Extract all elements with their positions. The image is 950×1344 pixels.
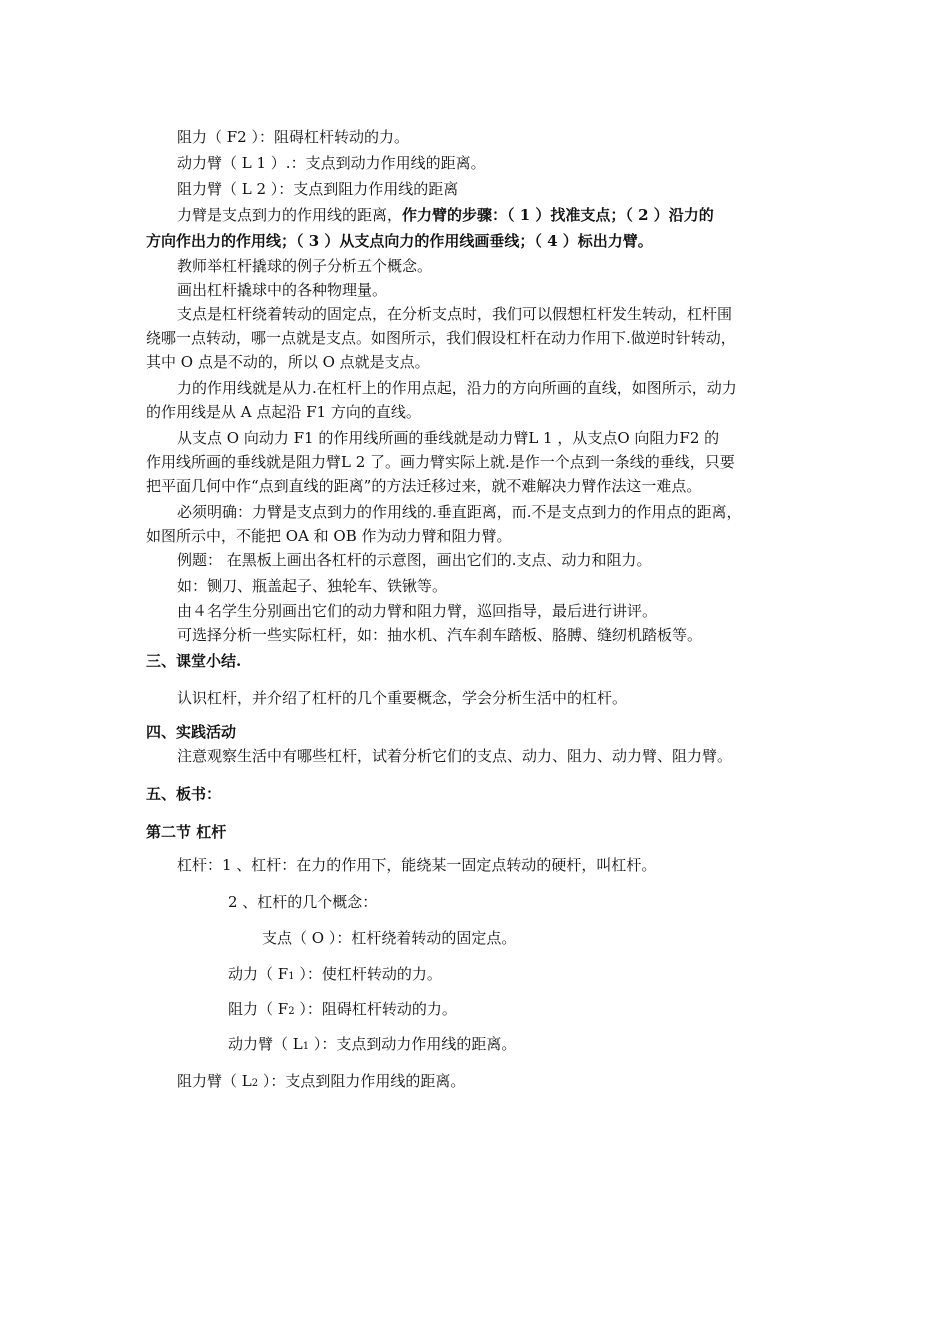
text-span: 阻力（ F xyxy=(228,1000,289,1018)
text-line xyxy=(228,1034,516,1057)
text-line: 注意观察生活中有哪些杠杆，试着分析它们的支点、动力、阻力、动力臂、阻力臂。 xyxy=(177,747,733,765)
text-line xyxy=(177,205,714,225)
text-line: 杠杆：1 、杠杆：在力的作用下，能绕某一固定点转动的硬杆，叫杠杆。 xyxy=(177,856,657,874)
text-line: 2 、杠杆的几个概念： xyxy=(228,893,378,911)
text-line: 认识杠杆，并介绍了杠杆的几个重要概念，学会分析生活中的杠杆。 xyxy=(177,689,628,707)
text-line: 如：铡刀、瓶盖起子、独轮车、铁锹等。 xyxy=(177,577,448,595)
text-span: 阻力臂（ L xyxy=(177,1072,252,1090)
subscript: 2 xyxy=(288,1006,295,1017)
text-line xyxy=(228,999,457,1022)
bold-text-span: 作力臂的步骤：（ 1 ）找准支点；（ 2 ）沿力的 xyxy=(402,206,714,224)
section-heading: 三、课堂小结. xyxy=(146,652,242,670)
bold-text-line: 方向作出力的作用线；（ 3 ）从支点向力的作用线画垂线；（ 4 ）标出力臂。 xyxy=(146,232,653,250)
text-line: 从支点 O 向动力 F1 的作用线所画的垂线就是动力臂L 1 ，从支点O 向阻力F2 的 xyxy=(177,429,720,447)
text-line: 教师举杠杆撬球的例子分析五个概念。 xyxy=(177,257,433,275)
board-title: 第二节 杠杆 xyxy=(146,823,227,841)
subscript: 1 xyxy=(302,1041,310,1052)
text-line: 把平面几何中作“点到直线的距离”的方法迁移过来，就不难解决力臂作法这一难点。 xyxy=(146,477,702,495)
text-line xyxy=(228,964,442,987)
text-line: 可选择分析一些实际杠杆，如：抽水机、汽车刹车踏板、胳膊、缝纫机踏板等。 xyxy=(177,626,703,644)
text-span: 力臂是支点到力的作用线的距离， xyxy=(177,206,403,224)
text-line xyxy=(177,1071,465,1094)
section-heading: 四、实践活动 xyxy=(146,723,237,741)
text-line: 必须明确：力臂是支点到力的作用线的.垂直距离，而.不是支点到力的作用点的距离， xyxy=(177,503,742,521)
text-span: ）：阻碍杠杆转动的力。 xyxy=(294,1000,457,1018)
text-span: ）：支点到动力作用线的距离。 xyxy=(309,1035,517,1053)
text-span: 动力臂（ L xyxy=(228,1035,303,1053)
text-span: ）：支点到阻力作用线的距离。 xyxy=(258,1072,466,1090)
text-line: 阻力臂（ L 2 ）：支点到阻力作用线的距离 xyxy=(177,180,459,198)
text-line: 作用线所画的垂线就是阻力臂L 2 了。画力臂实际上就.是作一个点到一条线的垂线，只要 xyxy=(146,453,735,471)
text-line: 画出杠杆撬球中的各种物理量。 xyxy=(177,281,388,299)
text-line: 支点（ O ）：杠杆绕着转动的固定点。 xyxy=(262,929,517,947)
text-line: 的作用线是从 A 点起沿 F1 方向的直线。 xyxy=(146,403,421,421)
text-line: 如图所示中，不能把 OA 和 OB 作为动力臂和阻力臂。 xyxy=(146,527,512,545)
text-line: 绕哪一点转动，哪一点就是支点。如图所示，我们假设杠杆在动力作用下.做逆时针转动， xyxy=(146,329,736,347)
text-line: 力的作用线就是从力.在杠杆上的作用点起，沿力的方向所画的直线，如图所示，动力 xyxy=(177,379,737,397)
text-line: 例题： 在黑板上画出各杠杆的示意图，画出它们的.支点、动力和阻力。 xyxy=(177,551,652,569)
text-span: ）：使杠杆转动的力。 xyxy=(294,965,442,983)
text-span: 动力（ F xyxy=(228,965,289,983)
text-line: 阻力（ F2 ）：阻碍杠杆转动的力。 xyxy=(177,128,409,146)
subscript: 1 xyxy=(288,971,295,982)
text-line: 动力臂（ L 1 ）.：支点到动力作用线的距离。 xyxy=(177,154,486,172)
subscript: 2 xyxy=(251,1078,259,1089)
section-heading: 五、板书： xyxy=(146,785,222,803)
text-line: 支点是杠杆绕着转动的固定点，在分析支点时，我们可以假想杠杆发生转动，杠杆围 xyxy=(177,305,733,323)
text-line: 其中 O 点是不动的，所以 O 点就是支点。 xyxy=(146,353,430,371)
text-line: 由４名学生分别画出它们的动力臂和阻力臂，巡回指导，最后进行讲评。 xyxy=(177,602,658,620)
